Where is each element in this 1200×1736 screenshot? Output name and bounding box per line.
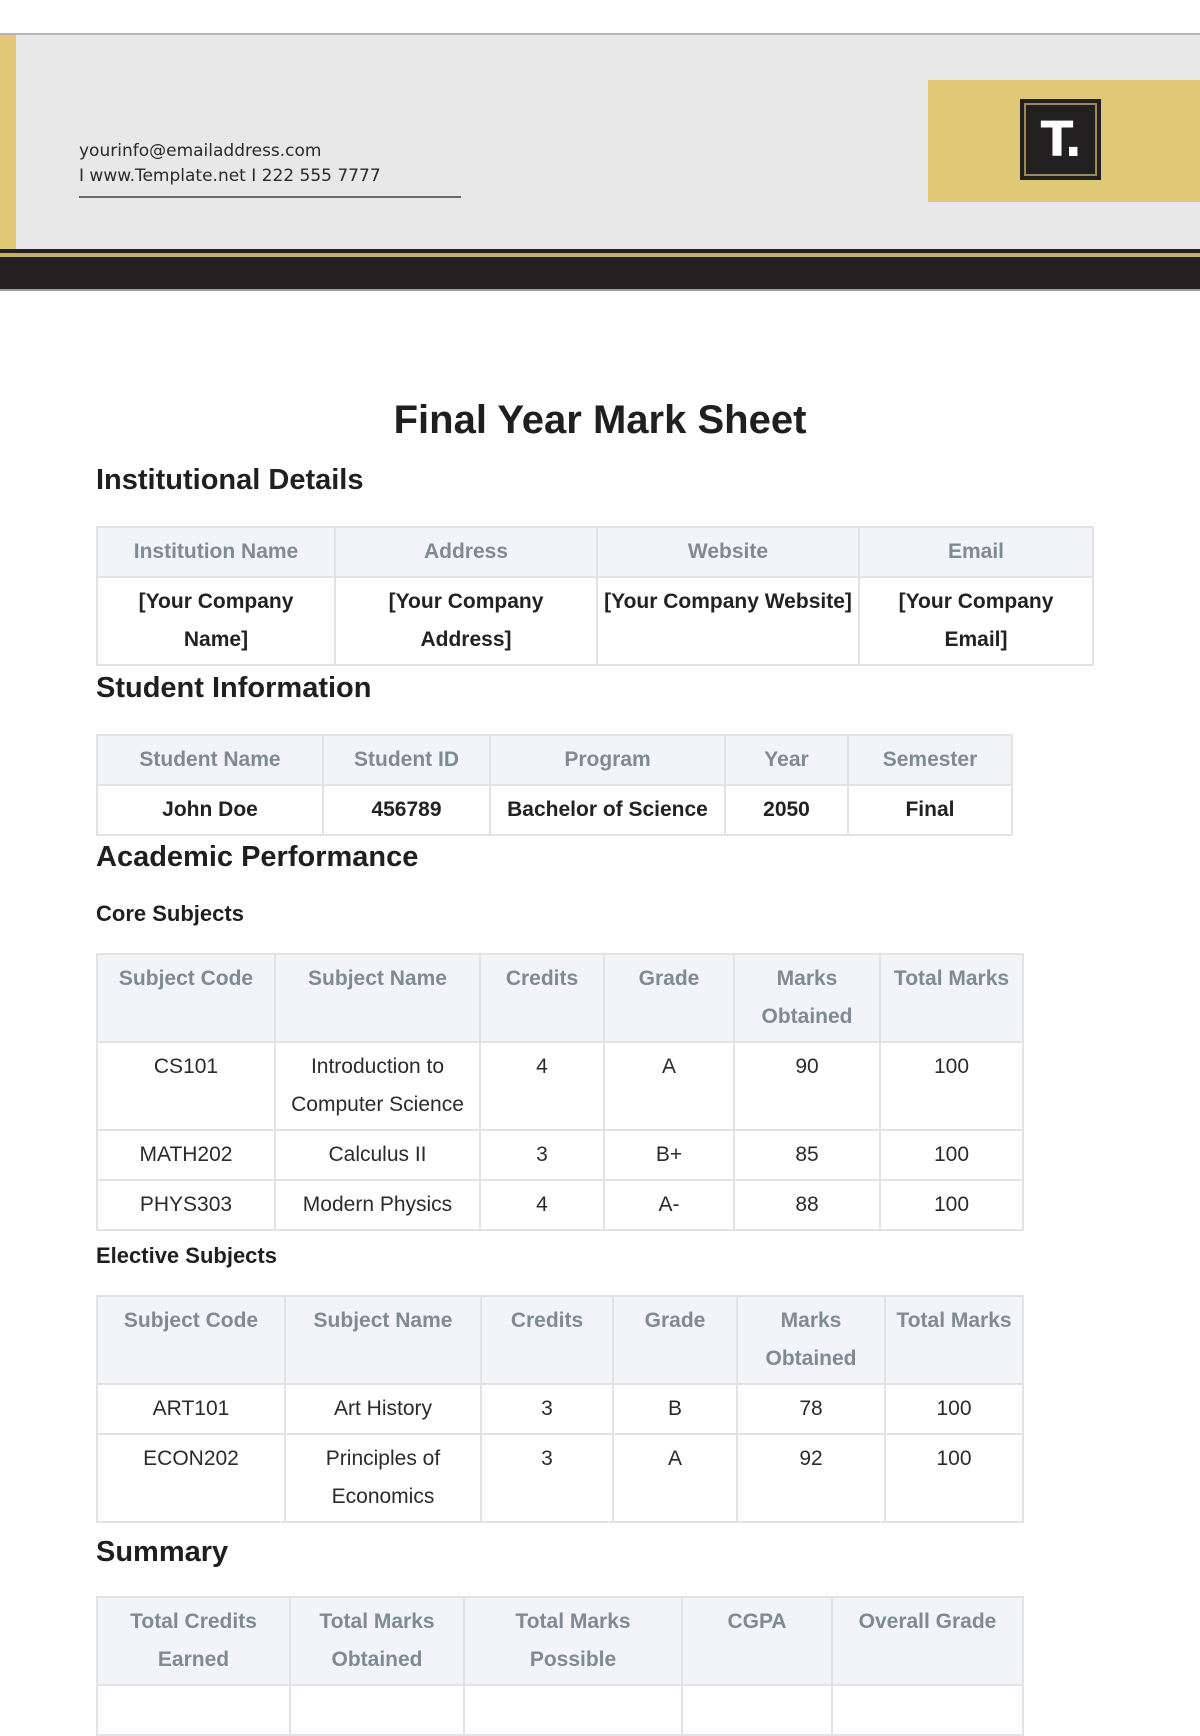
subject-name-cell: Principles of Economics	[285, 1434, 481, 1522]
section-student-heading: Student Information	[96, 672, 372, 704]
template-logo-icon	[1020, 99, 1101, 180]
column-header: Marks Obtained	[734, 954, 880, 1042]
address-cell: [Your Company Address]	[335, 577, 597, 665]
column-header: Credits	[480, 954, 604, 1042]
column-header: Program	[490, 735, 725, 785]
summary-table	[96, 1596, 1024, 1736]
institution-name-cell: [Your Company Name]	[97, 577, 335, 665]
core-subjects-table	[96, 953, 1024, 1231]
total-marks-cell: 100	[880, 1180, 1023, 1230]
column-header: Total Marks Possible	[464, 1597, 682, 1685]
table-row	[97, 1434, 1023, 1522]
column-header: Semester	[848, 735, 1012, 785]
column-header: Overall Grade	[832, 1597, 1023, 1685]
table-row	[97, 1685, 1023, 1735]
table-row	[97, 1180, 1023, 1230]
page-title: Final Year Mark Sheet	[393, 398, 807, 442]
summary-cell	[832, 1685, 1023, 1735]
column-header: Website	[597, 527, 859, 577]
grade-cell: A-	[604, 1180, 734, 1230]
institutional-details-table	[96, 526, 1094, 666]
column-header: Student Name	[97, 735, 323, 785]
marks-obtained-cell: 78	[737, 1384, 885, 1434]
letterhead-band	[0, 33, 1200, 249]
total-marks-cell: 100	[885, 1384, 1023, 1434]
summary-cell	[290, 1685, 464, 1735]
core-subjects-heading: Core Subjects	[96, 901, 244, 926]
section-institutional-heading: Institutional Details	[96, 464, 364, 496]
total-marks-cell: 100	[885, 1434, 1023, 1522]
credits-cell: 4	[480, 1042, 604, 1130]
column-header: Grade	[604, 954, 734, 1042]
marks-obtained-cell: 92	[737, 1434, 885, 1522]
grade-cell: A	[604, 1042, 734, 1130]
grade-cell: A	[613, 1434, 737, 1522]
subject-name-cell: Modern Physics	[275, 1180, 480, 1230]
semester-cell: Final	[848, 785, 1012, 835]
subject-code-cell: CS101	[97, 1042, 275, 1130]
logo-letter: T.	[1040, 111, 1081, 168]
table-row	[97, 577, 1093, 665]
summary-cell	[464, 1685, 682, 1735]
logo-panel	[928, 80, 1200, 202]
subject-code-cell: ART101	[97, 1384, 285, 1434]
student-name-cell: John Doe	[97, 785, 323, 835]
credits-cell: 3	[481, 1434, 613, 1522]
subject-name-cell: Introduction to Computer Science	[275, 1042, 480, 1130]
column-header: Address	[335, 527, 597, 577]
elective-subjects-table	[96, 1295, 1024, 1523]
total-marks-cell: 100	[880, 1042, 1023, 1130]
total-marks-cell: 100	[880, 1130, 1023, 1180]
column-header: Credits	[481, 1296, 613, 1384]
student-information-table	[96, 734, 1013, 836]
table-row	[97, 1042, 1023, 1130]
column-header: Institution Name	[97, 527, 335, 577]
section-academic-heading: Academic Performance	[96, 841, 419, 873]
elective-subjects-heading: Elective Subjects	[96, 1243, 277, 1268]
contact-info	[79, 139, 381, 189]
credits-cell: 3	[480, 1130, 604, 1180]
table-row	[97, 1130, 1023, 1180]
column-header: Grade	[613, 1296, 737, 1384]
summary-cell	[97, 1685, 290, 1735]
subject-code-cell: MATH202	[97, 1130, 275, 1180]
email-cell: [Your Company Email]	[859, 577, 1093, 665]
program-cell: Bachelor of Science	[490, 785, 725, 835]
year-cell: 2050	[725, 785, 848, 835]
contact-website-phone: I www.Template.net I 222 555 7777	[79, 166, 381, 186]
section-summary-heading: Summary	[96, 1536, 229, 1568]
column-header: CGPA	[682, 1597, 832, 1685]
column-header: Email	[859, 527, 1093, 577]
student-id-cell: 456789	[323, 785, 490, 835]
gold-stripe	[0, 253, 1200, 257]
column-header: Total Marks	[885, 1296, 1023, 1384]
contact-divider	[79, 196, 461, 198]
column-header: Subject Code	[97, 954, 275, 1042]
header-dark-band	[0, 249, 1200, 291]
table-row	[97, 785, 1012, 835]
website-cell: [Your Company Website]	[597, 577, 859, 665]
contact-email: yourinfo@emailaddress.com	[79, 141, 322, 161]
subject-code-cell: PHYS303	[97, 1180, 275, 1230]
grade-cell: B+	[604, 1130, 734, 1180]
summary-cell	[682, 1685, 832, 1735]
column-header: Marks Obtained	[737, 1296, 885, 1384]
subject-name-cell: Calculus II	[275, 1130, 480, 1180]
column-header: Subject Name	[285, 1296, 481, 1384]
column-header: Year	[725, 735, 848, 785]
marks-obtained-cell: 88	[734, 1180, 880, 1230]
grade-cell: B	[613, 1384, 737, 1434]
column-header: Total Marks	[880, 954, 1023, 1042]
credits-cell: 4	[480, 1180, 604, 1230]
credits-cell: 3	[481, 1384, 613, 1434]
gold-accent-bar	[0, 35, 16, 249]
column-header: Total Credits Earned	[97, 1597, 290, 1685]
marks-obtained-cell: 85	[734, 1130, 880, 1180]
column-header: Total Marks Obtained	[290, 1597, 464, 1685]
column-header: Student ID	[323, 735, 490, 785]
column-header: Subject Name	[275, 954, 480, 1042]
subject-code-cell: ECON202	[97, 1434, 285, 1522]
column-header: Subject Code	[97, 1296, 285, 1384]
table-row	[97, 1384, 1023, 1434]
subject-name-cell: Art History	[285, 1384, 481, 1434]
marks-obtained-cell: 90	[734, 1042, 880, 1130]
